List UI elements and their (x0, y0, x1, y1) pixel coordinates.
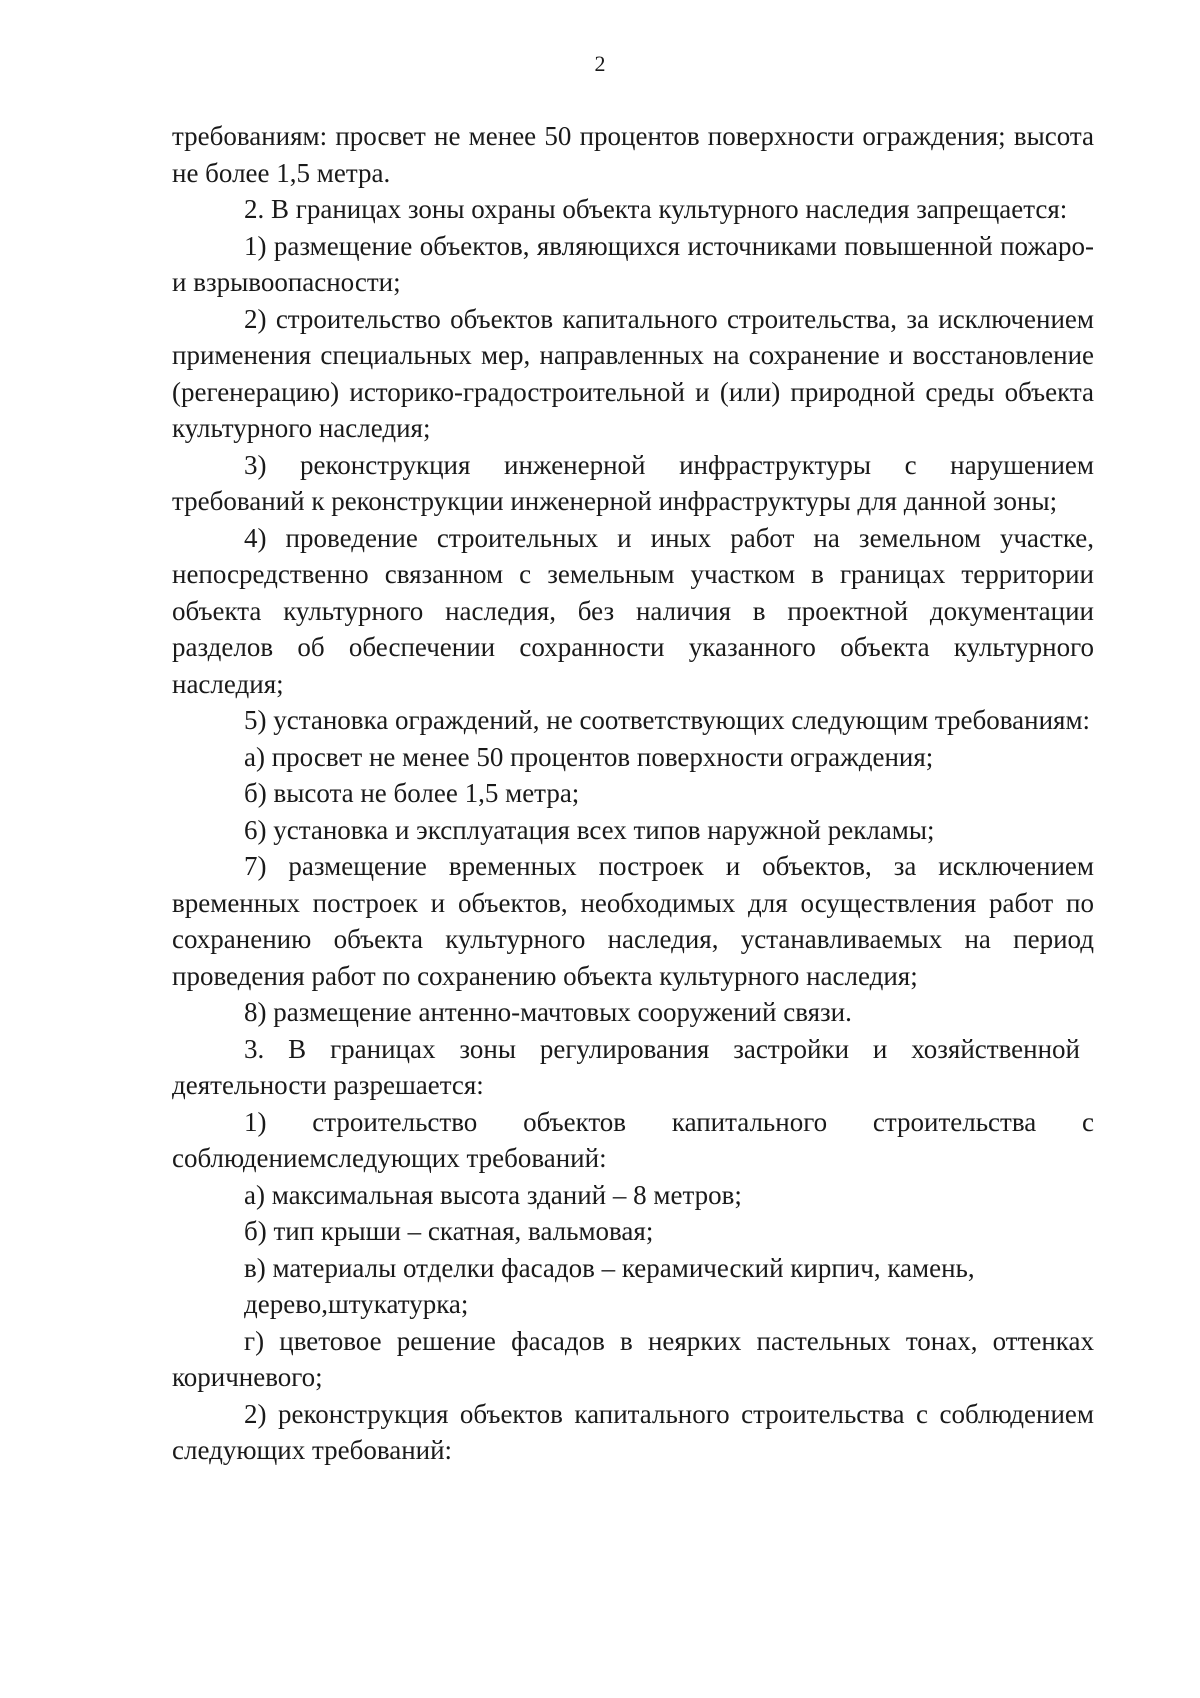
paragraph-item-2-8: 8) размещение антенно-мачтовых сооружений связи. (244, 997, 852, 1027)
paragraph-item-2-7: 7) размещение временных построек и объектов, за исключением временных построек и объектов, необходимых для осуществления работ по сохранению объекта культурного наследия, устанавливаемых на период проведения работ по сохранению объекта культурного наследия; (172, 851, 1094, 991)
paragraph-item-2-5: 5) установка ограждений, не соответствующих следующим требованиям: (244, 705, 1091, 735)
paragraph-item-3-1-v: в) материалы отделки фасадов – керамический кирпич, камень, дерево,штукатурка; (244, 1252, 975, 1319)
paragraph-item-3-2: 2) реконструкция объектов капитального строительства с соблюдением следующих требований: (172, 1398, 1094, 1465)
document-body (172, 118, 1094, 1469)
paragraph-item-2-2: 2) строительство объектов капитального строительства, за исключением применения специальных мер, направленных на сохранение и восстановление (регенерацию) историко-градостроительной и (или) природной среды объекта культурного наследия; (172, 303, 1094, 443)
paragraph-item-3-1: 1) строительство объектов капитального строительства с соблюдениемследующих требований: (172, 1106, 1094, 1173)
paragraph-item-3-1-a: а) максимальная высота зданий – 8 метров; (244, 1179, 742, 1210)
paragraph-item-2-5-b: б) высота не более 1,5 метра; (244, 778, 580, 808)
page-number: 2 (594, 51, 606, 76)
paragraph-item-3-1-g: г) цветовое решение фасадов в неярких пастельных тонах, оттенках коричневого; (172, 1325, 1094, 1392)
paragraph-item-2-5-a: а) просвет не менее 50 процентов поверхности ограждения; (244, 741, 934, 772)
paragraph-item-2-1: 1) размещение объектов, являющихся источниками повышенной пожаро-и взрывоопасности; (172, 230, 1094, 297)
paragraph-item-3-1-b: б) тип крыши – скатная, вальмовая; (244, 1216, 654, 1246)
paragraph-item-2-3: 3) реконструкция инженерной инфраструктуры с нарушением требований к реконструкции инженерной инфраструктуры для данной зоны; (172, 449, 1094, 516)
paragraph-item-2-6: 6) установка и эксплуатация всех типов наружной рекламы; (244, 814, 935, 845)
paragraph-section-2: 2. В границах зоны охраны объекта культурного наследия запрещается: (244, 194, 1068, 224)
paragraph-item-2-4: 4) проведение строительных и иных работ на земельном участке, непосредственно связанном с земельным участком в границах территории объекта культурного наследия, без наличия в проектной документации разделов об обеспечении сохранности указанного объекта культурного наследия; (172, 522, 1094, 699)
paragraph-section-3: 3. В границах зоны регулирования застройки и хозяйственной деятельности разрешается: (172, 1033, 1080, 1100)
paragraph-continuation: требованиям: просвет не менее 50 процентов поверхности ограждения; высота не более 1,5 метра. (172, 121, 1094, 188)
